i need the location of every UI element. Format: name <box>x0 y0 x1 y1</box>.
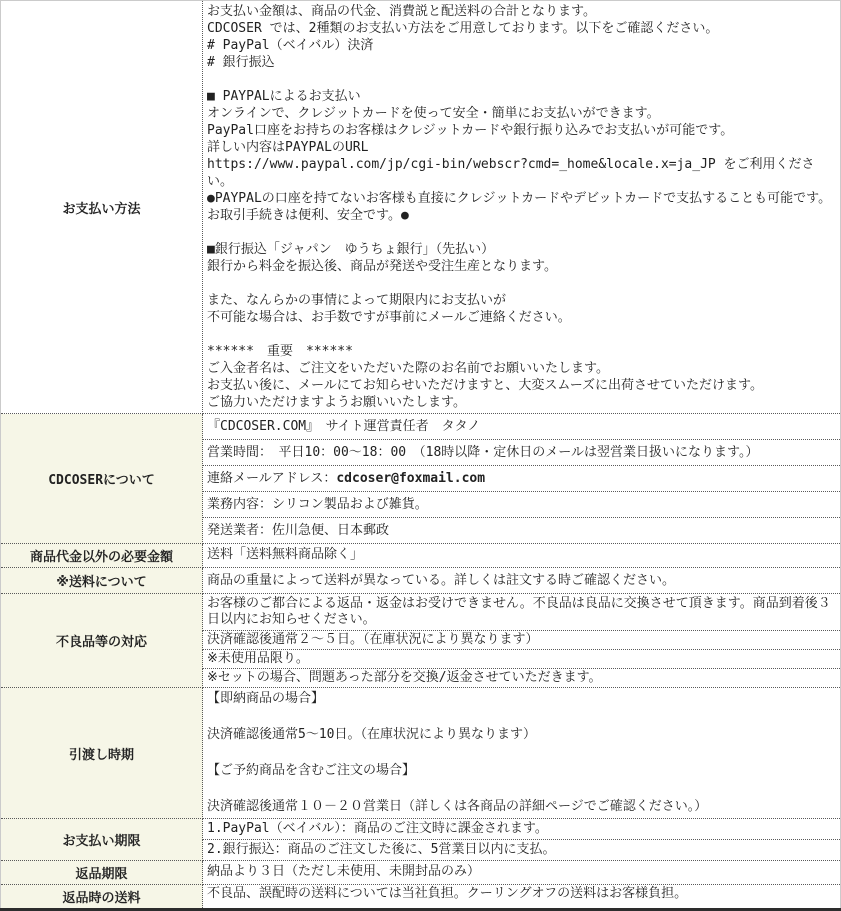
blank-line <box>207 708 836 726</box>
row-header-delivery-timing: 引渡し時期 <box>1 688 203 819</box>
defective-policy-cell <box>203 594 841 631</box>
text-line: お支払い後に、メールにてお知らせいただけますと、大変スムーズに出荷させていただけます。 <box>207 378 764 393</box>
payment-method-cell <box>203 1 841 414</box>
blank-line <box>207 275 836 292</box>
text-line: # PayPal（ベイバル）決済 <box>207 38 374 53</box>
table-row-payment-method <box>1 1 841 414</box>
about-shipping-carrier-cell <box>203 518 841 544</box>
blank-line <box>207 224 836 241</box>
text-line: CDCOSER では、2種類のお支払い方法をご用意しております。以下をご確認ください。 <box>207 21 719 36</box>
text-line: 不可能な場合は、お手数ですが事前にメールご連絡ください。 <box>207 310 571 325</box>
text-line: お取引手続きは便利、安全です。● <box>207 208 409 223</box>
text-line: ●PAYPALの口座を持てないお客様も直接にクレジットカードやデビットカードで支払することも可能です。 <box>207 191 832 206</box>
row-header-extra-costs: 商品代金以外の必要金額 <box>1 544 203 568</box>
about-business-hours-cell <box>203 440 841 466</box>
text-line: PayPal口座をお持ちのお客様はクレジットカードや銀行振り込みでお支払いが可能です。 <box>207 123 734 138</box>
text-line: 納品より３日（ただし未使用、未開封品のみ） <box>207 864 481 879</box>
text-line: 営業時間： 平日10：00～18：00 （18時以降・定休日のメールは翌営業日扱いになります。） <box>207 444 759 460</box>
blank-line <box>207 780 836 798</box>
text-line: ※セットの場合、問題あった部分を交換/返金させていただきます。 <box>207 670 602 685</box>
delivery-timing-cell <box>203 688 841 819</box>
text-line: 業務内容：シリコン製品および雑貨。 <box>207 496 428 512</box>
text-line: # 銀行振込 <box>207 55 275 70</box>
table-row-extra-costs <box>1 544 841 568</box>
table-row-defective <box>1 594 841 631</box>
defective-set-policy-cell <box>203 669 841 688</box>
text-line: 決済確認後通常5～10日。（在庫状況により異なります） <box>207 727 536 742</box>
text-line: 不良品、誤配時の送料については当社負担。クーリングオフの送料はお客様負担。 <box>207 886 688 901</box>
row-header-payment-method: お支払い方法 <box>1 1 203 414</box>
blank-line <box>207 326 836 343</box>
about-business-description-cell <box>203 492 841 518</box>
text-line: お客様のご都合による返品・返金はお受けできません。不良品は良品に交換させて頂きます。商品到着後３日以内にお知らせください。 <box>207 596 831 627</box>
text-line: お支払い金額は、商品の代金、消費説と配送料の合計となります。 <box>207 4 596 19</box>
defective-unused-only-cell <box>203 650 841 669</box>
payment-deadline-bank-cell <box>203 840 841 861</box>
about-contact-email-cell <box>203 466 841 492</box>
table-row-shipping-fee <box>1 568 841 594</box>
text-line: 発送業者：佐川急便、日本郵政 <box>207 522 390 538</box>
return-shipping-cell <box>203 885 841 910</box>
text-line: ■ PAYPALによるお支払い <box>207 89 361 104</box>
text-line: 銀行から料金を振込後、商品が発送や受注生産となります。 <box>207 259 557 274</box>
table-row-return-deadline <box>1 861 841 885</box>
blank-line <box>207 71 836 88</box>
text-line: 2.銀行振込：商品のご注文した後に、5営業日以内に支払。 <box>207 842 556 857</box>
table-row-delivery-timing <box>1 688 841 819</box>
text-line: ■銀行振込「ジャパン ゆうちょ銀行」（先払い） <box>207 242 495 257</box>
text-line: ご協力いただけますようお願いいたします。 <box>207 395 466 410</box>
text-line: 商品の重量によって送料が異なっている。詳しくは註文する時ご確認ください。 <box>207 572 676 588</box>
text-line: オンラインで、クレジットカードを使って安全・簡単にお支払いができます。 <box>207 106 660 121</box>
row-header-shipping-fee: ※送料について <box>1 568 203 594</box>
contact-email: cdcoser@foxmail.com <box>336 470 486 486</box>
text-line <box>207 470 836 488</box>
row-header-payment-deadline: お支払い期限 <box>1 819 203 861</box>
table-row-return-shipping <box>1 885 841 910</box>
row-header-about-cdcoser: CDCOSERについて <box>1 414 203 544</box>
text-line: 詳しい内容はPAYPALのURL <box>207 140 369 155</box>
row-header-defective-items: 不良品等の対応 <box>1 594 203 688</box>
important-notice-line: ****** 重要 ****** <box>207 344 353 359</box>
text-line: 【即納商品の場合】 <box>207 691 325 706</box>
shipping-fee-cell <box>203 568 841 594</box>
text-line: 決済確認後通常２～５日。（在庫状況により異なります） <box>207 632 539 647</box>
defective-exchange-period-cell <box>203 631 841 650</box>
text-line: 1.PayPal（ベイバル）：商品のご注文時に課金されます。 <box>207 821 548 836</box>
text-line: 【ご予約商品を含むご注文の場合】 <box>207 763 416 778</box>
blank-line <box>207 744 836 762</box>
payment-deadline-paypal-cell <box>203 819 841 840</box>
text-line: 送料「送料無料商品除く」 <box>207 547 364 562</box>
text-line: また、なんらかの事情によって期限内にお支払いが <box>207 293 507 308</box>
extra-costs-cell <box>203 544 841 568</box>
paypal-url-line: https://www.paypal.com/jp/cgi-bin/webscr?cmd=_home&locale.x=ja_JP をご利用ください。 <box>207 157 815 189</box>
about-site-operator-cell <box>203 414 841 440</box>
text-line: 決済確認後通常１０－２０営業日（詳しくは各商品の詳細ページでご確認ください。） <box>207 799 708 814</box>
text-line: ご入金者名は、ご注文をいただいた際のお名前でお願いいたします。 <box>207 361 609 376</box>
contact-email-label: 連絡メールアドレス： <box>207 470 337 486</box>
row-header-return-deadline: 返品期限 <box>1 861 203 885</box>
return-deadline-cell <box>203 861 841 885</box>
row-header-return-shipping: 返品時の送料 <box>1 885 203 910</box>
table-row-about <box>1 414 841 440</box>
text-line: 『CDCOSER.COM』 サイト運営責任者 タタノ <box>207 418 481 434</box>
table-row-payment-deadline <box>1 819 841 840</box>
text-line: ※未使用品限り。 <box>207 651 309 666</box>
